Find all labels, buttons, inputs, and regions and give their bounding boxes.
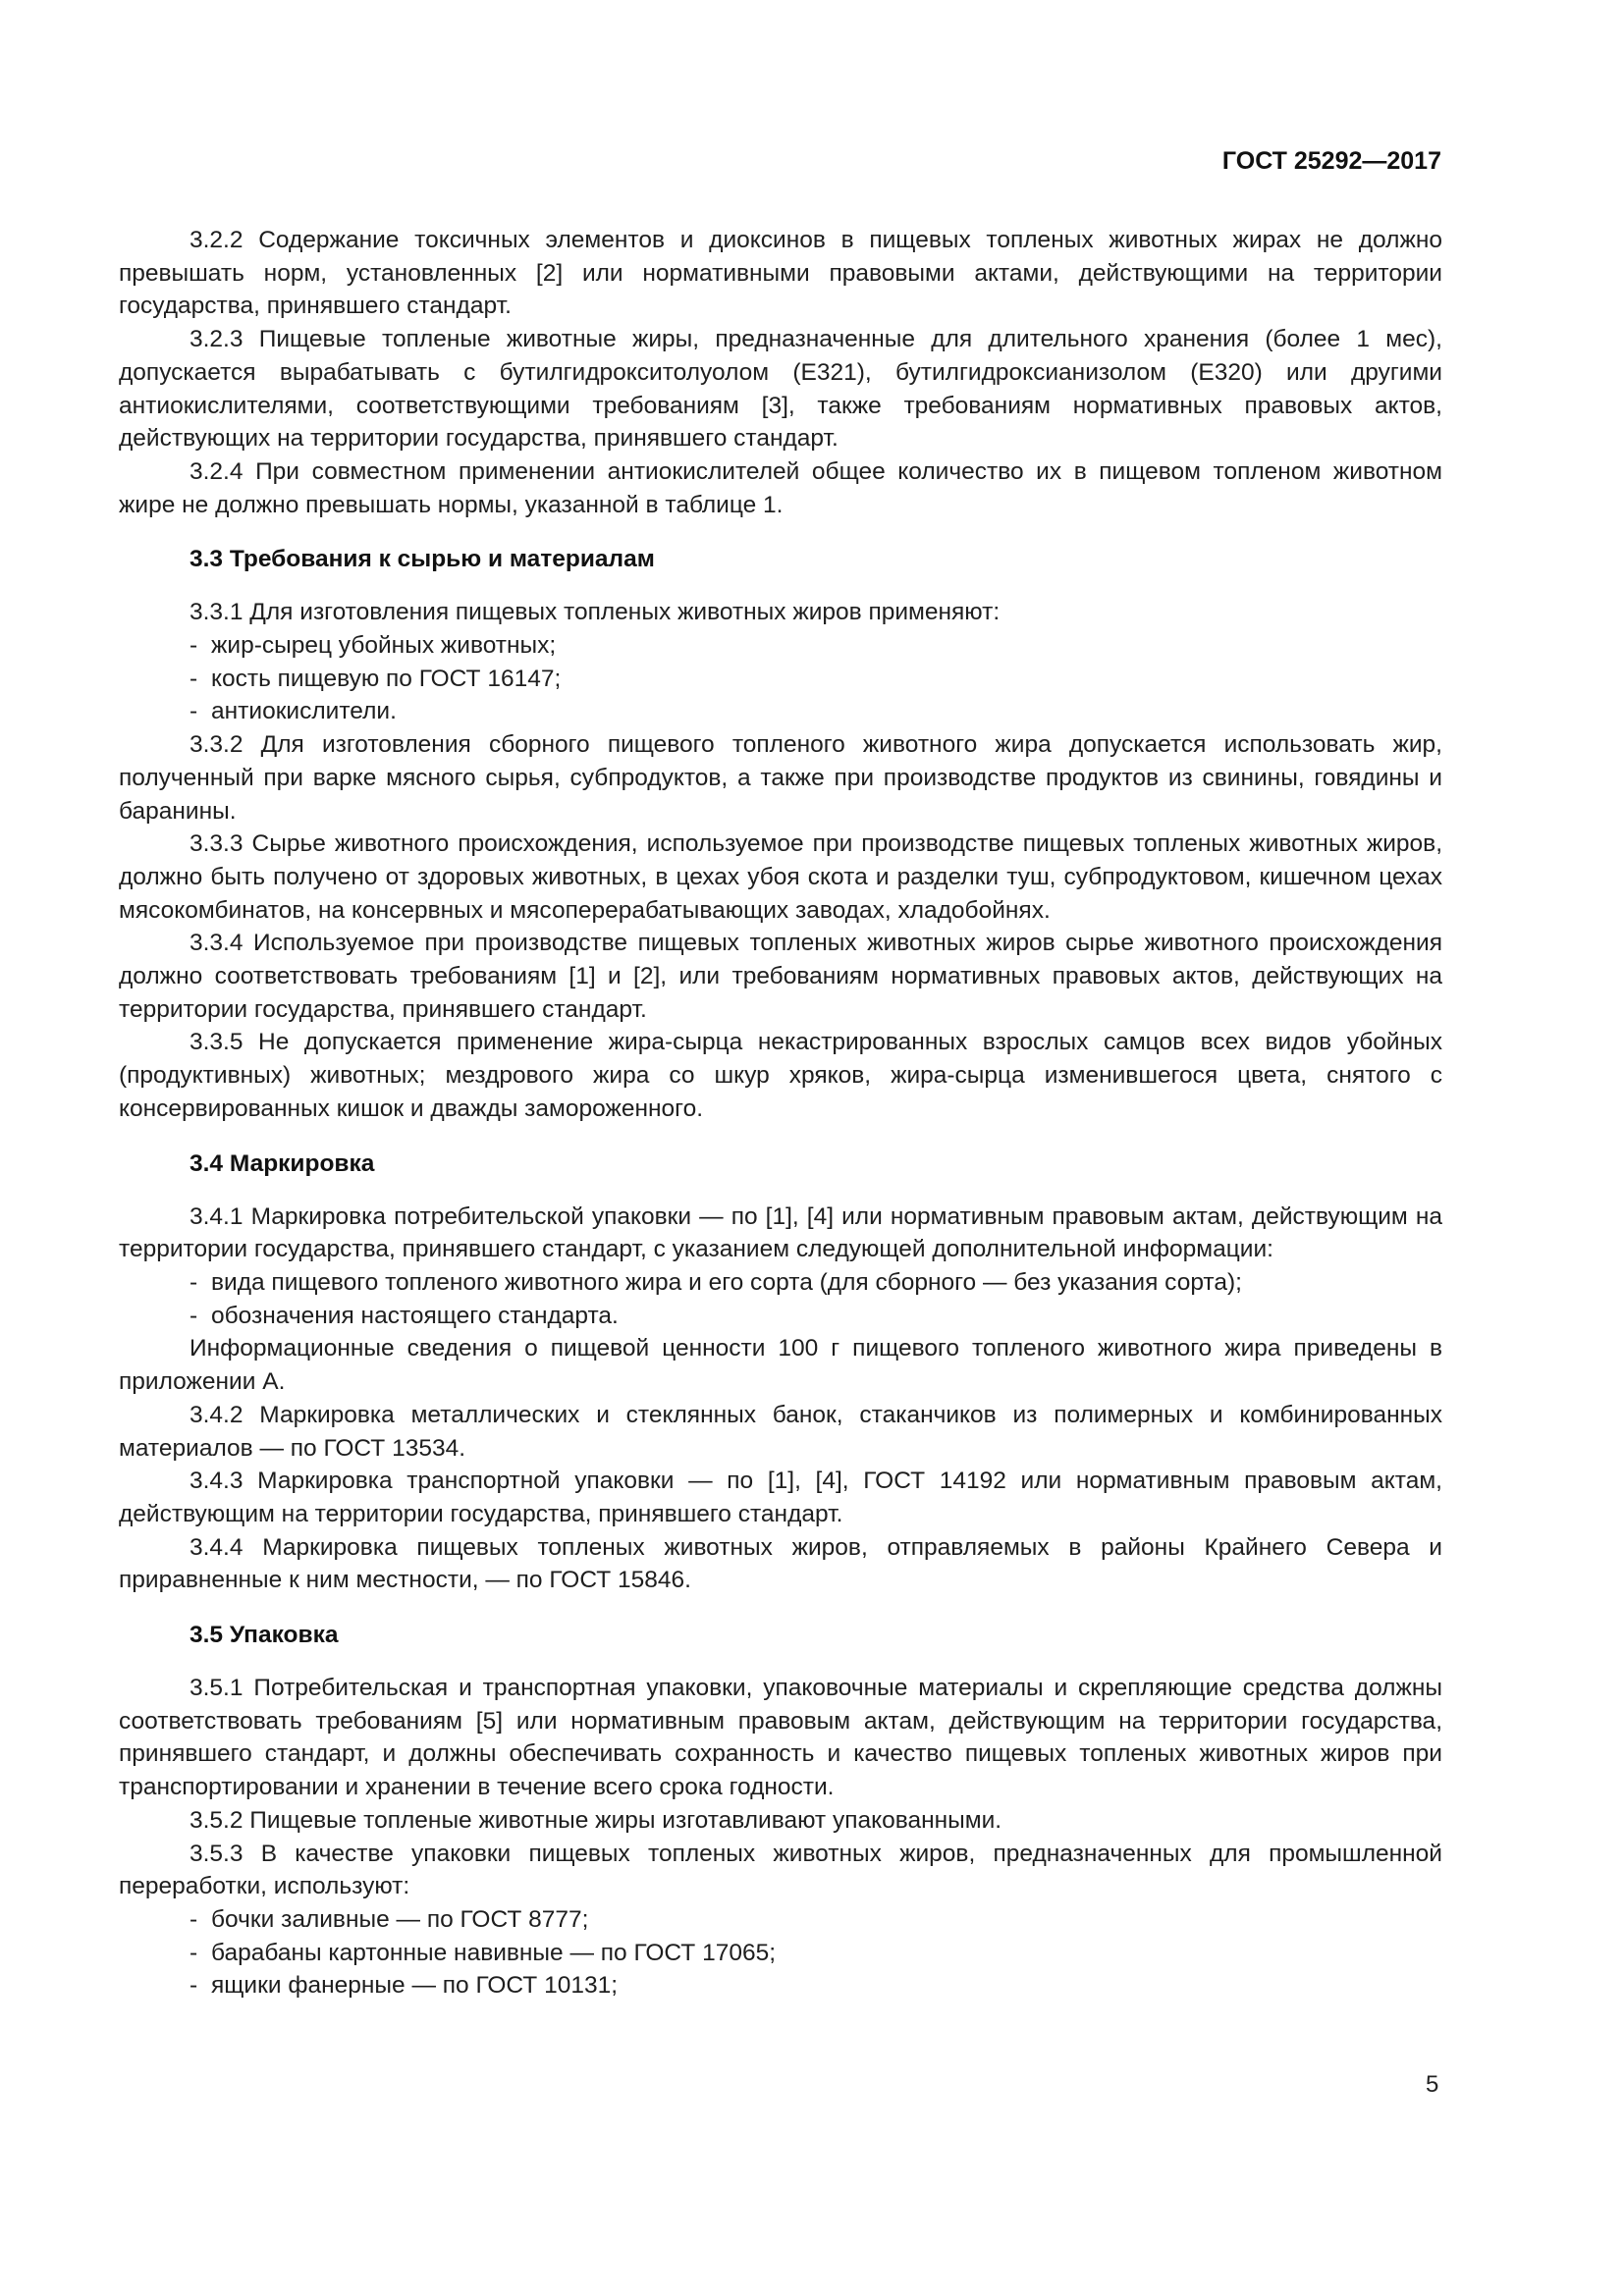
list-dash: - (189, 1302, 198, 1329)
list-dash: - (189, 1972, 198, 2000)
paragraph-3-2-4: 3.2.4 При совместном применении антиокислителей общее количество их в пищевом топленом животном жире не должно превышать нормы, указанной в таблице 1. (119, 457, 1442, 518)
paragraph-3-5-2: 3.5.2 Пищевые топленые животные жиры изготавливают упакованными. (189, 1806, 1002, 1834)
paragraph-3-2-2: 3.2.2 Содержание токсичных элементов и диоксинов в пищевых топленых животных жирах не должно превышать норм, установленных [2] или нормативными правовыми актами, действующими на территории государства, принявшего стандарт. (119, 227, 1442, 320)
section-heading-3-4: 3.4 Маркировка (189, 1149, 375, 1177)
list-item-text: жир-сырец убойных животных; (211, 632, 557, 660)
document-body (119, 224, 1442, 2002)
list-item-text: бочки заливные — по ГОСТ 8777; (211, 1905, 589, 1933)
list-item (119, 695, 1442, 728)
paragraph-3-3-4: 3.3.4 Используемое при производстве пищевых топленых животных жиров сырье животного происхождения должно соответствовать требованиям [1] и [2], или требованиям нормативных правовых актов, действующих на территории государства, принявшего стандарт. (119, 930, 1442, 1023)
document-code-header: ГОСТ 25292—2017 (1221, 147, 1441, 175)
paragraph-3-4-2: 3.4.2 Маркировка металлических и стеклянных банок, стаканчиков из полимерных и комбинированных материалов — по ГОСТ 13534. (119, 1401, 1442, 1462)
list-item (119, 663, 1442, 696)
paragraph-3-3-2: 3.3.2 Для изготовления сборного пищевого топленого животного жира допускается использовать жир, полученный при варке мясного сырья, субпродуктов, а также при производстве продуктов из свинины, говядины и баранины. (119, 731, 1442, 825)
paragraph-3-2-3: 3.2.3 Пищевые топленые животные жиры, предназначенные для длительного хранения (более 1 мес), допускается вырабатывать с бутилгидрокситолуолом (Е321), бутилгидроксианизолом (Е320) или другими антиокислителями, соответствующими требованиям [3], также требованиям нормативных правовых актов, действующих на территории государства, принявшего стандарт. (119, 326, 1442, 453)
list-dash: - (189, 632, 198, 660)
list-item-text: вида пищевого топленого животного жира и его сорта (для сборного — без указания сорта); (211, 1268, 1242, 1296)
section-heading-3-5: 3.5 Упаковка (189, 1622, 339, 1649)
list-item (119, 1266, 1442, 1300)
paragraph-3-3-1: 3.3.1 Для изготовления пищевых топленых животных жиров применяют: (189, 599, 1001, 626)
section-heading-3-3: 3.3 Требования к сырью и материалам (189, 546, 655, 573)
list-item-text: кость пищевую по ГОСТ 16147; (211, 665, 562, 692)
list-item-text: обозначения настоящего стандарта. (211, 1302, 619, 1329)
paragraph-3-4-4: 3.4.4 Маркировка пищевых топленых животных жиров, отправляемых в районы Крайнего Севера и приравненные к ним местности, — по ГОСТ 15846. (119, 1533, 1442, 1594)
paragraph-info: Информационные сведения о пищевой ценности 100 г пищевого топленого животного жира приведены в приложении А. (119, 1335, 1442, 1396)
paragraph-3-4-3: 3.4.3 Маркировка транспортной упаковки — по [1], [4], ГОСТ 14192 или нормативным правовым актам, действующим на территории государства, принявшего стандарт. (119, 1468, 1442, 1527)
paragraph-3-5-1: 3.5.1 Потребительская и транспортная упаковки, упаковочные материалы и скрепляющие средства должны соответствовать требованиям [5] или нормативным правовым актам, действующим на территории государства, принявшего стандарт, и должны обеспечивать сохранность и качество пищевых топленых животных жиров при транспортировании и хранении в течение всего срока годности. (119, 1675, 1442, 1801)
paragraph-3-5-3: 3.5.3 В качестве упаковки пищевых топленых животных жиров, предназначенных для промышленной переработки, используют: (119, 1840, 1442, 1900)
list-item-text: барабаны картонные навивные — по ГОСТ 17065; (211, 1939, 777, 1966)
page-number: 5 (1426, 2071, 1439, 2098)
list-item (119, 629, 1442, 663)
list-dash: - (189, 1939, 198, 1966)
list-item-text: антиокислители. (211, 698, 397, 725)
list-dash: - (189, 665, 198, 692)
list-item-text: ящики фанерные — по ГОСТ 10131; (211, 1972, 618, 2000)
list-item (119, 1937, 1442, 1970)
paragraph-3-3-5: 3.3.5 Не допускается применение жира-сырца некастрированных взрослых самцов всех видов убойных (продуктивных) животных; мездрового жира со шкур хряков, жира-сырца изменившегося цвета, снятого с консервированных кишок и дважды замороженного. (119, 1029, 1442, 1122)
list-dash: - (189, 1905, 198, 1933)
list-dash: - (189, 1268, 198, 1296)
list-dash: - (189, 698, 198, 725)
list-item (119, 1300, 1442, 1333)
list-item (119, 1969, 1442, 2002)
paragraph-3-3-3: 3.3.3 Сырье животного происхождения, используемое при производстве пищевых топленых животных жиров, должно быть получено от здоровых животных, в цехах убоя скота и разделки туш, субпродуктовом, кишечном цехах мясокомбинатов, на консервных и мясоперерабатывающих заводах, хладобойнях. (119, 830, 1442, 924)
list-item (119, 1903, 1442, 1937)
paragraph-3-4-1: 3.4.1 Маркировка потребительской упаковки — по [1], [4] или нормативным правовым актам, действующим на территории государства, принявшего стандарт, с указанием следующей дополнительной информации: (119, 1202, 1442, 1263)
